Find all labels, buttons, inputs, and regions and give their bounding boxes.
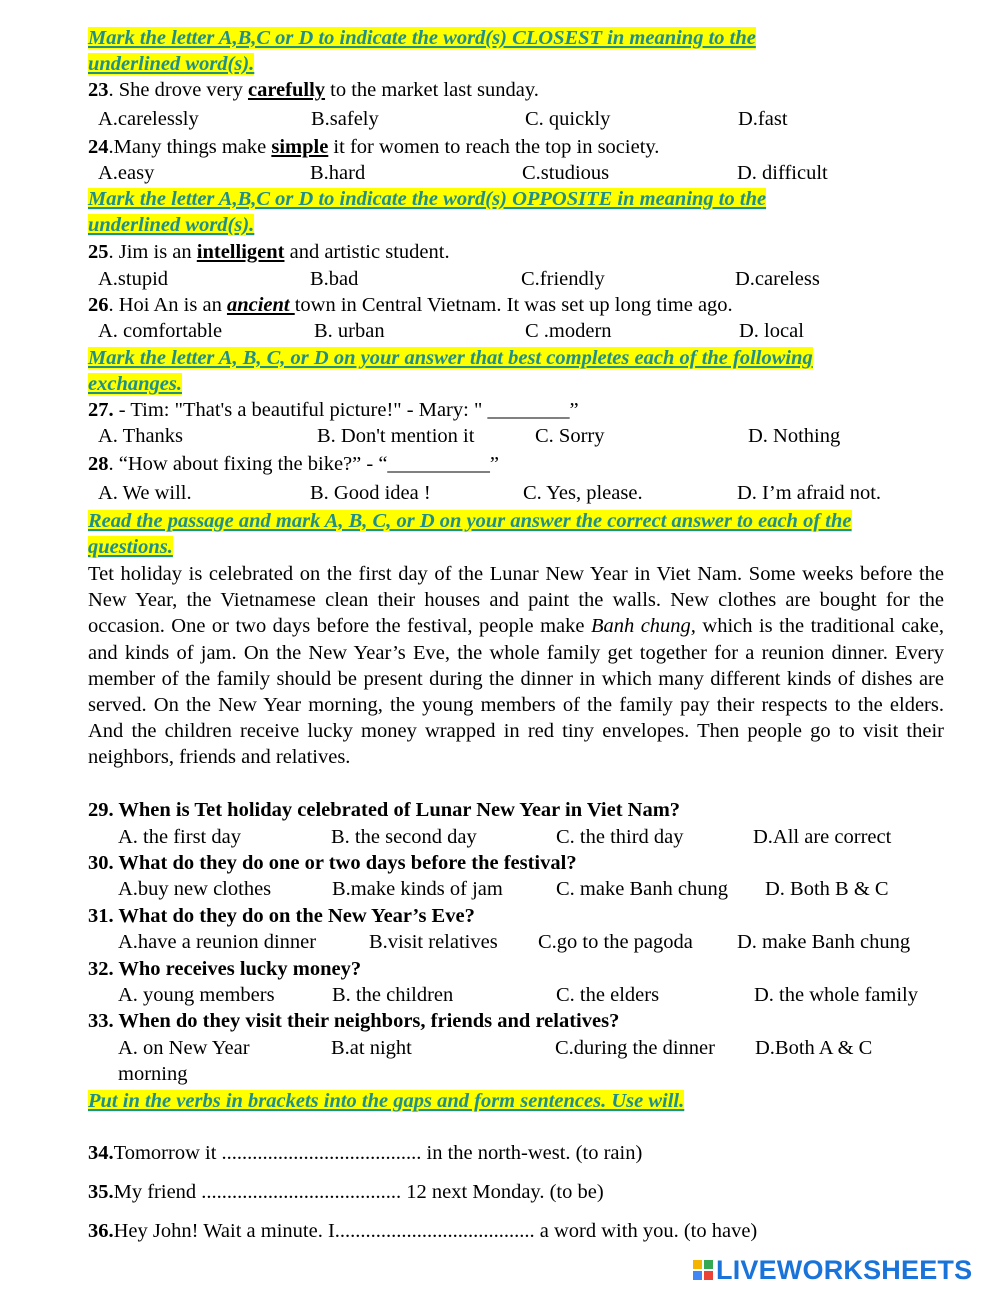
logo-text: LIVEWORKSHEETS <box>716 1254 973 1285</box>
q29-option-c[interactable]: C. the third day <box>556 826 684 848</box>
instruction-exchanges: Mark the letter A, B, C, or D on your answer that best completes each of the following <box>88 347 813 369</box>
instruction-verbs: Put in the verbs in brackets into the gaps and form sentences. Use will. <box>88 1090 685 1112</box>
q32-option-c[interactable]: C. the elders <box>556 984 660 1006</box>
question-27: 27. - Tim: "That's a beautiful picture!" - Mary: " ________” <box>88 399 579 421</box>
instruction-synonyms: Mark the letter A,B,C or D to indicate the word(s) CLOSEST in meaning to the <box>88 27 756 49</box>
q24-option-b[interactable]: B.hard <box>310 162 366 184</box>
question-24: 24.Many things make simple it for women to reach the top in society. <box>88 136 660 158</box>
question-33: 33. When do they visit their neighbors, friends and relatives? <box>88 1010 620 1032</box>
q26-option-a[interactable]: A. comfortable <box>98 320 223 342</box>
question-32: 32. Who receives lucky money? <box>88 958 362 980</box>
q28-option-c[interactable]: C. Yes, please. <box>523 482 643 504</box>
q29-option-a[interactable]: A. the first day <box>118 826 241 848</box>
q28-option-a[interactable]: A. We will. <box>98 482 192 504</box>
q33-option-a[interactable]: A. on New Year <box>118 1037 250 1059</box>
q27-option-a[interactable]: A. Thanks <box>98 425 184 447</box>
q31-option-c[interactable]: C.go to the pagoda <box>538 931 693 953</box>
q24-option-a[interactable]: A.easy <box>98 162 155 184</box>
q33-option-b[interactable]: B.at night <box>331 1037 412 1059</box>
q32-option-d[interactable]: D. the whole family <box>754 984 918 1006</box>
question-23: 23. She drove very carefully to the market last sunday. <box>88 79 539 101</box>
q23-option-b[interactable]: B.safely <box>311 108 379 130</box>
q30-option-a[interactable]: A.buy new clothes <box>118 878 272 900</box>
q25-option-d[interactable]: D.careless <box>735 268 820 290</box>
q27-option-b[interactable]: B. Don't mention it <box>317 425 475 447</box>
q27-option-d[interactable]: D. Nothing <box>748 425 841 447</box>
q30-option-d[interactable]: D. Both B & C <box>765 878 889 900</box>
q25-option-b[interactable]: B.bad <box>310 268 359 290</box>
question-25: 25. Jim is an intelligent and artistic student. <box>88 241 450 263</box>
question-30: 30. What do they do one or two days before the festival? <box>88 852 577 874</box>
question-34: 34.Tomorrow it ....................................... in the north-west. (to rain) <box>88 1142 643 1164</box>
question-35: 35.My friend ....................................... 12 next Monday. (to be) <box>88 1181 604 1203</box>
instruction-reading: Read the passage and mark A, B, C, or D on your answer the correct answer to each of the <box>88 510 852 532</box>
q32-option-b[interactable]: B. the children <box>332 984 454 1006</box>
q26-option-b[interactable]: B. urban <box>314 320 385 342</box>
reading-passage: Tet holiday is celebrated on the first day of the Lunar New Year in Viet Nam. Some weeks before the New Year, the Vietnamese clean their houses and paint the walls. New clothes are bought for the occasion. One or two days before the festival, people make Banh chung, which is the traditional cake, and kinds of jam. On the New Year’s Eve, the whole family get together for a reunion dinner. Every member of the family should be present during the dinner in which many different kinds of dishes are served. On the New Year morning, the young members of the family pay their respects to the elders. And the children receive lucky money wrapped in red tiny envelopes. Then people go to visit their neighbors, friends and relatives. <box>88 563 944 769</box>
q25-option-c[interactable]: C.friendly <box>521 268 605 290</box>
instruction-synonyms-cont: underlined word(s). <box>88 53 255 75</box>
q31-option-a[interactable]: A.have a reunion dinner <box>118 931 317 953</box>
question-29: 29. When is Tet holiday celebrated of Lunar New Year in Viet Nam? <box>88 799 681 821</box>
q33-option-c[interactable]: C.during the dinner <box>555 1037 715 1059</box>
underlined-word: simple <box>271 136 329 158</box>
q23-option-a[interactable]: A.carelessly <box>98 108 199 130</box>
q30-option-b[interactable]: B.make kinds of jam <box>332 878 503 900</box>
q26-option-d[interactable]: D. local <box>739 320 804 342</box>
question-28: 28. “How about fixing the bike?” - “__________” <box>88 453 500 475</box>
question-26: 26. Hoi An is an ancient town in Central Vietnam. It was set up long time ago. <box>88 294 733 316</box>
underlined-word: carefully <box>247 79 326 101</box>
q24-option-c[interactable]: C.studious <box>522 162 610 184</box>
underlined-word: ancient <box>226 294 295 316</box>
liveworksheets-logo <box>693 1255 972 1285</box>
q29-option-b[interactable]: B. the second day <box>331 826 477 848</box>
instruction-opposites: Mark the letter A,B,C or D to indicate the word(s) OPPOSITE in meaning to the <box>88 188 767 210</box>
question-31: 31. What do they do on the New Year’s Eve? <box>88 905 475 927</box>
instruction-exchanges-cont: exchanges. <box>88 373 182 395</box>
q23-option-c[interactable]: C. quickly <box>525 108 611 130</box>
q31-option-d[interactable]: D. make Banh chung <box>737 931 911 953</box>
instruction-reading-cont: questions. <box>88 536 173 558</box>
instruction-opposites-cont: underlined word(s). <box>88 214 255 236</box>
q25-option-a[interactable]: A.stupid <box>98 268 169 290</box>
q31-option-b[interactable]: B.visit relatives <box>369 931 498 953</box>
logo-mark-icon <box>693 1260 713 1280</box>
q28-option-b[interactable]: B. Good idea ! <box>310 482 431 504</box>
q27-option-c[interactable]: C. Sorry <box>535 425 605 447</box>
q24-option-d[interactable]: D. difficult <box>737 162 828 184</box>
q33-option-a-cont: morning <box>118 1063 188 1085</box>
q30-option-c[interactable]: C. make Banh chung <box>556 878 728 900</box>
q28-option-d[interactable]: D. I’m afraid not. <box>737 482 882 504</box>
underlined-word: intelligent <box>196 241 285 263</box>
q26-option-c[interactable]: C .modern <box>525 320 612 342</box>
q29-option-d[interactable]: D.All are correct <box>753 826 892 848</box>
q23-option-d[interactable]: D.fast <box>738 108 788 130</box>
q33-option-d[interactable]: D.Both A & C <box>755 1037 873 1059</box>
question-36: 36.Hey John! Wait a minute. I....................................... a word with you. (to have) <box>88 1220 758 1242</box>
q32-option-a[interactable]: A. young members <box>118 984 275 1006</box>
